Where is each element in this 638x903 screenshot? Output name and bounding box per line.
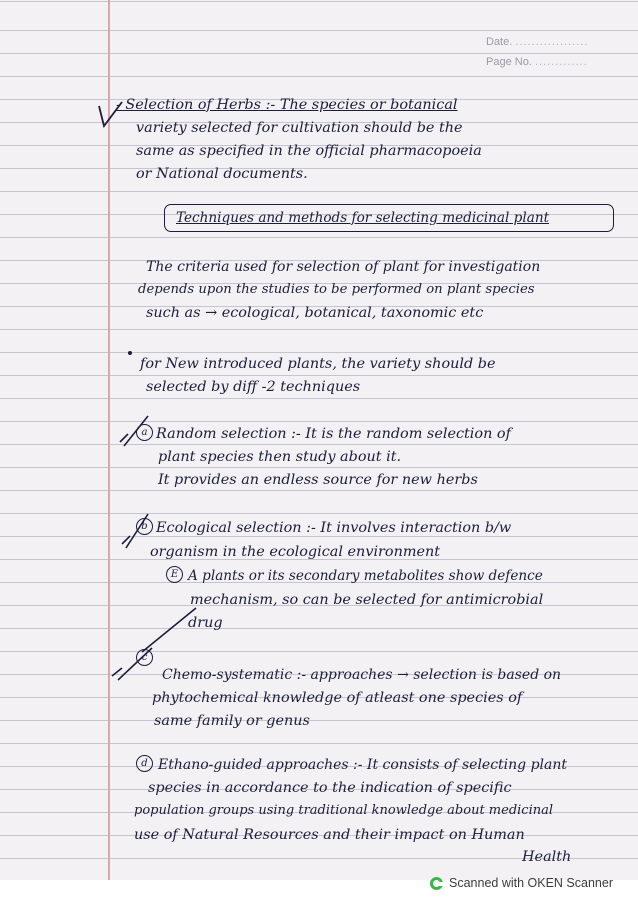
text-line: or National documents. bbox=[136, 166, 308, 182]
text-line: drug bbox=[188, 615, 223, 631]
text-line: same as specified in the official pharmacopoeia bbox=[136, 143, 482, 159]
text-line: species in accordance to the indication of specific bbox=[148, 780, 512, 796]
scanner-watermark bbox=[430, 876, 613, 890]
text-line: population groups using traditional knowledge about medicinal bbox=[134, 803, 554, 818]
chemo-systematic-heading: Chemo-systematic :- approaches → selection is based on bbox=[162, 667, 562, 683]
ethano-guided-heading: Ethano-guided approaches :- It consists of selecting plant bbox=[158, 757, 568, 773]
random-selection-heading: Random selection :- It is the random selection of bbox=[156, 426, 511, 442]
text-line: The criteria used for selection of plant for investigation bbox=[146, 259, 541, 275]
item-badge-a: a bbox=[136, 424, 153, 441]
date-field: Date. .................. bbox=[486, 36, 589, 48]
text-line: for New introduced plants, the variety should be bbox=[140, 356, 496, 372]
text-line: use of Natural Resources and their impact on Human bbox=[134, 827, 525, 843]
boxed-heading: Techniques and methods for selecting medicinal plant bbox=[176, 210, 550, 226]
text-line: A plants or its secondary metabolites show defence bbox=[188, 568, 543, 584]
text-line: variety selected for cultivation should be the bbox=[136, 120, 463, 136]
text-line: such as → ecological, botanical, taxonomic etc bbox=[146, 305, 484, 321]
date-label: Date. bbox=[486, 36, 513, 48]
item-badge-c: c bbox=[136, 649, 153, 666]
example-badge: E bbox=[166, 566, 183, 583]
text-line: depends upon the studies to be performed on plant species bbox=[138, 282, 535, 297]
herb-selection-heading: - Selection of Herbs :- The species or botanical bbox=[116, 97, 458, 113]
text-line: mechanism, so can be selected for antimicrobial bbox=[190, 592, 544, 608]
text-line: organism in the ecological environment bbox=[150, 544, 441, 560]
text-line: It provides an endless source for new herbs bbox=[158, 472, 478, 488]
scanner-watermark-text: Scanned with OKEN Scanner bbox=[449, 876, 613, 890]
text-line: Health bbox=[522, 849, 572, 865]
item-badge-d: d bbox=[136, 755, 153, 772]
margin-line bbox=[108, 0, 110, 880]
oken-scanner-icon bbox=[430, 877, 443, 890]
item-badge-b: b bbox=[136, 518, 153, 535]
text-line: same family or genus bbox=[154, 713, 310, 729]
text-line: plant species then study about it. bbox=[158, 449, 402, 465]
text-line: selected by diff -2 techniques bbox=[146, 379, 361, 395]
ecological-selection-heading: Ecological selection :- It involves interaction b/w bbox=[156, 520, 512, 536]
page-number-label: Page No. bbox=[486, 56, 532, 68]
text-line: phytochemical knowledge of atleast one species of bbox=[152, 690, 523, 706]
page-number-field: Page No. ............. bbox=[486, 56, 588, 68]
bullet-dot bbox=[128, 351, 132, 355]
